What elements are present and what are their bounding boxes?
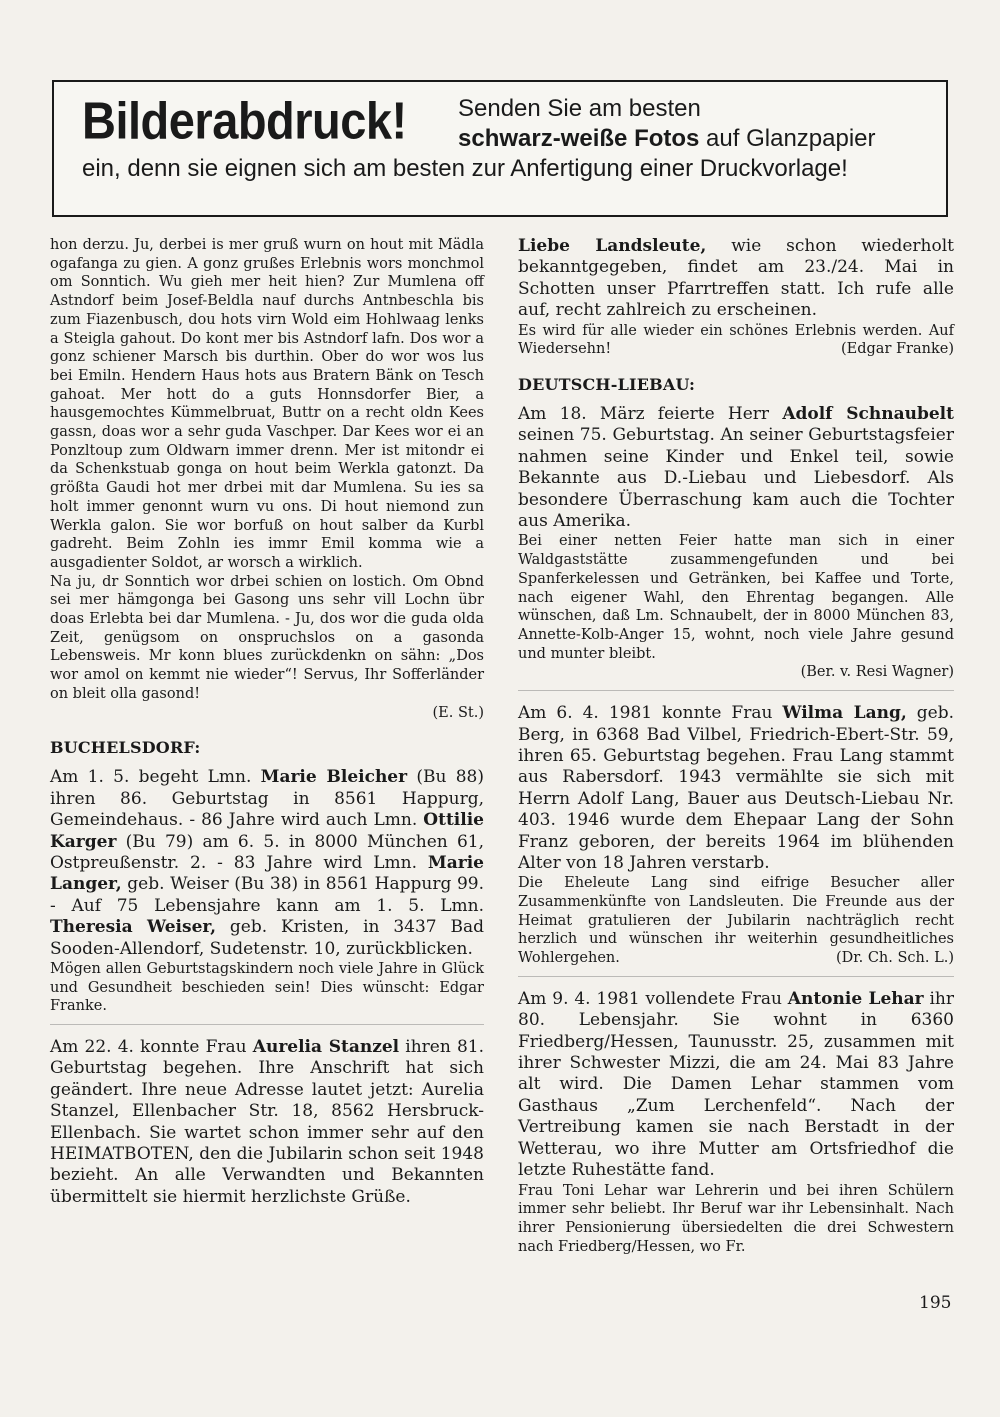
- text-run: (Bu 88) ihren 86. Geburtstag in 8561 Happurg, Gemeindehaus. - 86 Jahre wird auch Lmn.: [50, 767, 484, 831]
- landsleute-signature: (Edgar Franke): [841, 341, 954, 358]
- person-name: Marie Bleicher: [260, 767, 408, 788]
- person-name: Theresia Weiser,: [50, 917, 217, 938]
- lehar-small: Frau Toni Lehar war Lehrerin und bei ihren Schülern immer sehr beliebt. Ihr Beruf war ihr Lebensinhalt. Nach ihrer Pensionierung übersiedelten die drei Schwestern nach Friedberg/Hessen, wo Fr.: [518, 1182, 954, 1255]
- divider: [518, 690, 954, 691]
- landsleute-greeting: Liebe Landsleute,: [518, 236, 707, 256]
- divider: [50, 1024, 484, 1025]
- text-run: geb. Kristen, in 3437 Bad Sooden-Allendorf, Sudetenstr. 10, zurückblicken.: [50, 917, 484, 959]
- section-heading-deutsch-liebau: DEUTSCH-LIEBAU:: [518, 375, 696, 395]
- text-run: Am 18. März feierte Herr: [518, 404, 783, 425]
- text-run: geb. Berg, in 6368 Bad Vilbel, Friedrich-Ebert-Str. 59, ihren 65. Geburtstag begehen. Frau Lang stammt aus Rabersdorf. 1943 vermählte sie sich mit Herrn Adolf Lang, Bauer aus Deutsch-Liebau Nr. 403. 1946 wurde dem Ehepaar Lang der Sohn Franz geboren, der bereits 1964 im blühenden Alter von 18 Jahren verstarb.: [518, 703, 954, 873]
- lang-small: [518, 874, 954, 968]
- notice-lines: [458, 94, 876, 154]
- lehar-article: [518, 989, 954, 1182]
- lang-article: [518, 703, 954, 874]
- person-name: Wilma Lang,: [782, 703, 907, 724]
- text-run: Die Eheleute Lang sind eifrige Besucher aller Zusammenkünfte von Landsleuten. Die Freunde aus der Heimat gratulieren der Jubilarin nachträglich recht herzlich und wünschen ihr weiterhin gesundheitliches Wohlergehen.: [518, 875, 954, 967]
- landsleute-notice: [518, 236, 954, 322]
- buchelsdorf-birthdays: [50, 767, 484, 960]
- dialect-article-text-2: Na ju, dr Sonntich wor drbei schien on lostich. Om Obnd sei mer hämgonga bei Gasong uns sehr vill Lochn übr doas Erlebta bei dar Mumlena. - Ju, dos wor die guda olda Zeit, genügsom on onspruchslos on a gasonda Lebensweis. Mr konn blues zurückdenkn on sähn: „Dos wor amol on kemmt nie wieder“! Servus, Ihr Sofferländer on bleit olla gasond!: [50, 573, 484, 702]
- person-name: Marie Langer,: [50, 852, 484, 895]
- section-heading-buchelsdorf: BUCHELSDORF:: [50, 738, 201, 758]
- text-run: (Bu 79) am 6. 5. in 8000 München 61, Ostpreußenstr. 2. - 83 Jahre wird Lmn.: [50, 831, 484, 873]
- lang-signature: (Dr. Ch. Sch. L.): [836, 950, 954, 967]
- notice-line-2-rest: auf Glanzpapier: [699, 125, 876, 152]
- notice-line-2: [458, 124, 876, 154]
- text-run: Am 9. 4. 1981 vollendete Frau: [518, 988, 788, 1009]
- text-run: Es wird für alle wieder ein schönes Erlebnis werden. Auf Wiedersehn!: [518, 322, 954, 358]
- text-run: ihren 81. Geburtstag begehen. Ihre Anschrift hat sich geändert. Ihre neue Adresse lautet jetzt: Aurelia Stanzel, Ellenbacher Str. 18, 8562 Hersbruck-Ellenbach. Sie wartet schon immer sehr auf den HEIMATBOTEN, den die Jubilarin schon seit 1948 bezieht. An alle Verwandten und Bekannten übermittelt sie hiermit herzlichste Grüße.: [50, 1037, 484, 1207]
- schnaubelt-article: [518, 404, 954, 532]
- dialect-article-text: hon derzu. Ju, derbei is mer gruß wurn on hout mit Mädla ogafanga zu gien. A gonz grußes Erlebnis wors monchmol om Sonntich. Wu gieh mer heit hien? Zur Mumlena off Astndorf beim Josef-Beldla nauf durchs Antnbeschla bis zum Fiazenbusch, dou hots virn Wold eim Hohlwaag lenks a Steigla gahout. Do kont mer bis Astndorf lafn. Dos wor a gonz schiener Marsch bis durthin. Ober do wor wos lus bei Emiln. Hendern Haus hots aus Bratern Bänk on Tesch gahoat. Mer hott do a guts Honnsdorfer Bier, a hausgemochtes Kümmelbruat, Buttr on a recht oldn Kees gassn, doas wor a sehr guda Vaschper. Dar Kees wor ei an Ponzltoup zum Oldwarn immer drenn. Mer ist mitondr ei da Schenkstuab gonga on hout beim Werkla gatonzt. Da größta Gaudi hot mer drbei mit dar Mumlena. Su ies sa holt immer genonnt wurn vu ons. Di hout niemond zun Werkla galon. Sie wor borfuß on hout salber da Kurbl gadreht. Beim Zohln ies immr Emil komma wie a ausgadienter Soldot, ar worsch a wirklich.: [50, 237, 484, 571]
- text-run: geb. Weiser (Bu 38) in 8561 Happurg 99. - Auf 75 Lebensjahre kann am 1. 5. Lmn.: [50, 874, 484, 916]
- person-name: Adolf Schnaubelt: [782, 404, 954, 425]
- text-run: Am 1. 5. begeht Lmn.: [50, 767, 261, 788]
- notice-line-1: Senden Sie am besten: [458, 95, 701, 122]
- buchelsdorf-wishes: Mögen allen Geburtstagskindern noch viele Jahre in Glück und Gesundheit beschieden sein! Dies wünscht: Edgar Franke.: [50, 960, 484, 1015]
- person-name: Aurelia Stanzel: [252, 1037, 400, 1058]
- text-run: wie schon wiederholt bekanntgegeben, findet am 23./24. Mai in Schotten unser Pfarrtreffen statt. Ich rufe alle auf, recht zahlreich zu erscheinen.: [518, 236, 954, 321]
- signature-row: [518, 663, 954, 682]
- notice-headline: Bilderabdruck!: [82, 91, 407, 150]
- right-column: [518, 236, 954, 1256]
- divider: [518, 976, 954, 977]
- stanzel-article: [50, 1037, 484, 1208]
- person-name: Antonie Lehar: [787, 988, 924, 1009]
- notice-bold-phrase: schwarz-weiße Fotos: [458, 125, 700, 152]
- text-run: ihr 80. Lebensjahr. Sie wohnt in 6360 Friedberg/Hessen, Taunusstr. 25, zusammen mit ihrer Schwester Mizzi, die am 24. Mai 83 Jahre alt wird. Die Damen Lehar stammen vom Gasthaus „Zum Lerchenfeld“. Nach der Vertreibung kamen sie nach Berstadt in der Wetterau, wo ihre Mutter am Ortsfriedhof die letzte Ruhestätte fand.: [518, 988, 954, 1181]
- text-run: Am 6. 4. 1981 konnte Frau: [518, 703, 783, 724]
- notice-continuation: ein, denn sie eignen sich am besten zur Anfertigung einer Druckvorlage!: [82, 155, 848, 182]
- person-name: Ottilie Karger: [50, 810, 484, 852]
- text-run: seinen 75. Geburtstag. An seiner Geburtstagsfeier nahmen seine Kinder und Enkel teil, sowie Bekannte aus D.-Liebau und Liebesdorf. Als besondere Überraschung kam auch die Tochter aus Amerika.: [518, 425, 954, 532]
- page-number: 195: [919, 1293, 952, 1313]
- schnaubelt-signature: (Ber. v. Resi Wagner): [800, 664, 954, 681]
- landsleute-small: [518, 322, 954, 359]
- schnaubelt-small: Bei einer netten Feier hatte man sich in einer Waldgaststätte zusammengefunden und bei Spanferkelessen und Getränken, bei Kaffee und Torte, nach eigener Wahl, den Ehrentag begangen. Alle wünschen, daß Lm. Schnaubelt, der in 8000 München 83, Annette-Kolb-Anger 15, wohnt, noch viele Jahre gesund und munter bleibt.: [518, 533, 954, 662]
- left-column: [50, 236, 484, 1208]
- dialect-signature-row: [50, 704, 484, 723]
- text-run: Am 22. 4. konnte Frau: [50, 1037, 253, 1058]
- dialect-signature: (E. St.): [432, 704, 484, 721]
- photo-notice-box: [52, 80, 948, 217]
